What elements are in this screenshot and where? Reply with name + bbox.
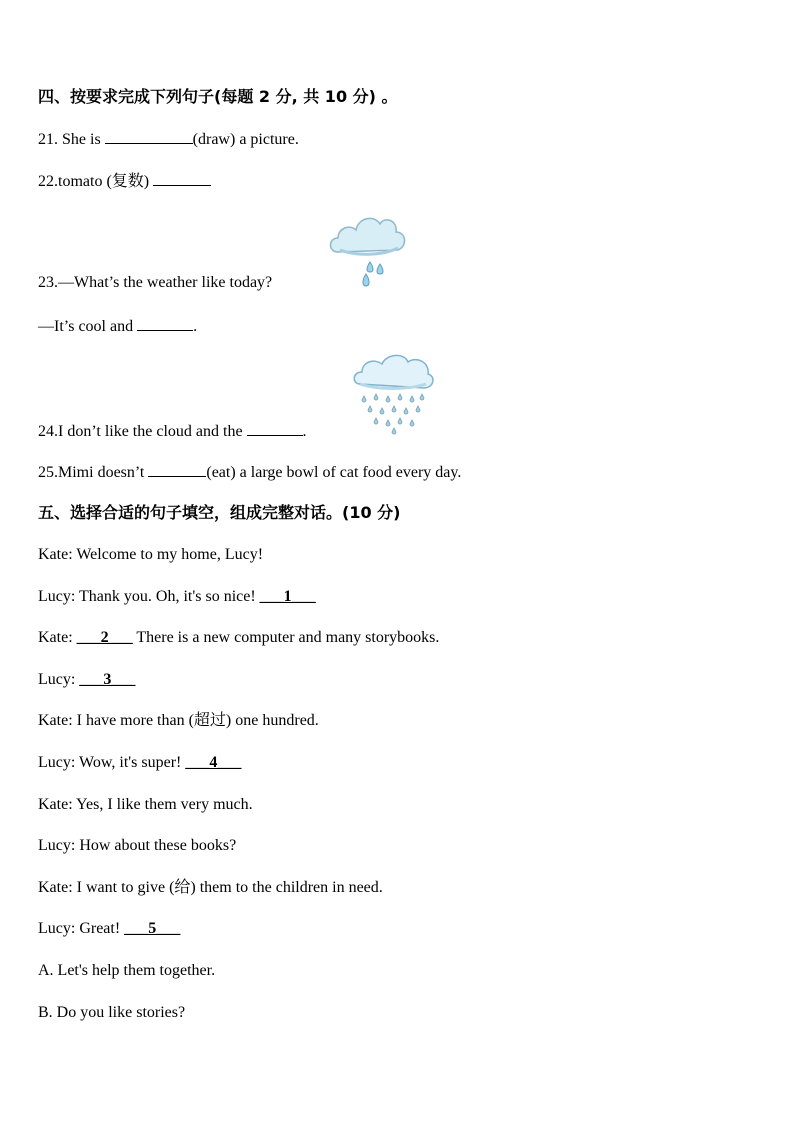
q25-blank[interactable]	[148, 462, 206, 477]
question-21	[38, 129, 299, 150]
answer-blank[interactable]: ___5___	[124, 920, 181, 937]
dialogue-line	[38, 878, 383, 898]
dialogue-text: Kate: Welcome to my home, Lucy!	[38, 546, 264, 563]
dialogue-line	[38, 919, 180, 939]
dialogue-line	[38, 711, 319, 731]
q21-prefix: 21. She is	[38, 131, 105, 148]
question-23-answer	[38, 316, 197, 337]
q23-question: 23.—What’s the weather like today?	[38, 274, 273, 291]
dialogue-text: Kate: I have more than (超过) one hundred.	[38, 712, 319, 729]
question-24	[38, 421, 307, 442]
dialogue-text-tail: There is a new computer and many storybooks.	[132, 629, 440, 646]
dialogue-line	[38, 587, 316, 607]
dialogue-text: Kate: I want to give (给) them to the children in need.	[38, 879, 383, 896]
dialogue-line	[38, 836, 236, 856]
q25-prefix: 25.Mimi doesn’t	[38, 464, 149, 481]
dialogue-line	[38, 753, 241, 773]
q23-suffix: .	[193, 318, 198, 335]
dialogue-line	[38, 628, 439, 648]
q22-blank[interactable]	[153, 171, 211, 186]
answer-blank[interactable]: ___2___	[76, 629, 133, 646]
cloud-rain-icon	[350, 350, 436, 436]
answer-blank[interactable]: ___4___	[185, 754, 242, 771]
dialogue-text: Kate:	[38, 629, 77, 646]
dialogue-text: Lucy:	[38, 671, 80, 688]
question-22	[38, 171, 211, 192]
question-23-prompt	[38, 273, 272, 293]
section-5-heading: 五、选择合适的句子填空，组成完整对话。(10 分)	[38, 503, 401, 522]
dialogue-line	[38, 961, 215, 981]
dialogue-text: B. Do you like stories?	[38, 1004, 186, 1021]
dialogue-text: Lucy: Thank you. Oh, it's so nice!	[38, 588, 260, 605]
dialogue-text: A. Let's help them together.	[38, 962, 216, 979]
q24-blank[interactable]	[247, 421, 303, 436]
question-25	[38, 462, 461, 483]
dialogue-text: Lucy: Great!	[38, 920, 125, 937]
answer-blank[interactable]: ___1___	[259, 588, 316, 605]
dialogue-text: Kate: Yes, I like them very much.	[38, 796, 253, 813]
q24-prefix: 24.I don’t like the cloud and the	[38, 423, 247, 440]
section-4-heading: 四、按要求完成下列句子(每题 2 分, 共 10 分) 。	[38, 87, 398, 106]
q23-prefix: —It’s cool and	[38, 318, 138, 335]
answer-blank[interactable]: ___3___	[79, 671, 136, 688]
q23-blank[interactable]	[137, 316, 193, 331]
q25-suffix: (eat) a large bowl of cat food every day.	[206, 464, 462, 481]
q22-prefix: 22.tomato (复数)	[38, 173, 154, 190]
q21-blank[interactable]	[105, 129, 193, 144]
dialogue-line	[38, 1003, 185, 1023]
dialogue-text: Lucy: How about these books?	[38, 837, 237, 854]
q24-suffix: .	[302, 423, 307, 440]
dialogue-line	[38, 795, 253, 815]
q21-suffix: (draw) a picture.	[192, 131, 299, 148]
cloud-drizzle-icon	[326, 208, 410, 292]
dialogue-text: Lucy: Wow, it's super!	[38, 754, 186, 771]
dialogue-line	[38, 545, 263, 565]
dialogue-line	[38, 670, 135, 690]
